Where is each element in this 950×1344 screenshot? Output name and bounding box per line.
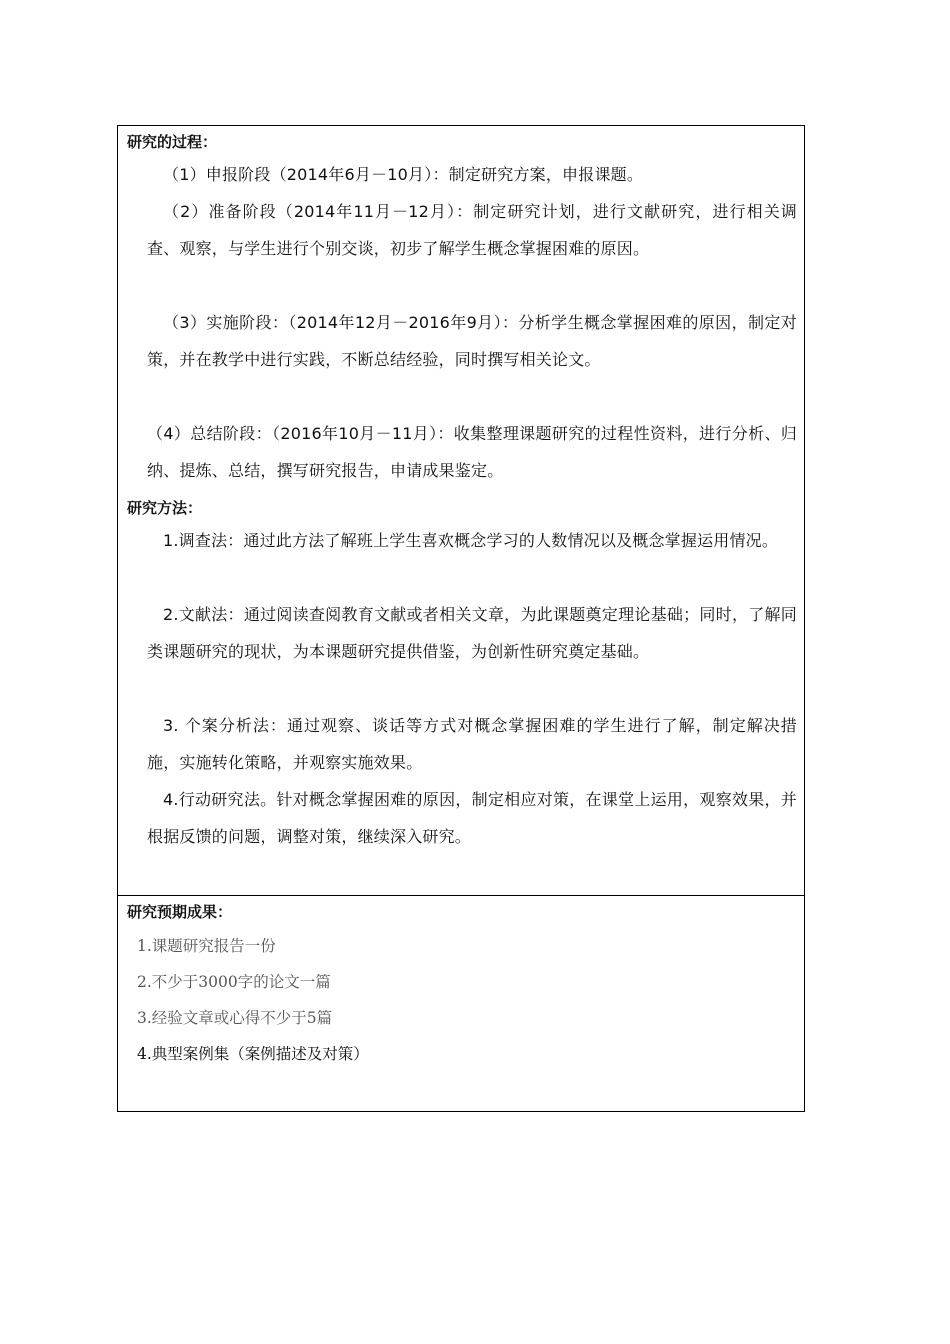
document-table	[117, 125, 805, 1112]
process-methods-cell	[118, 126, 804, 896]
process-paragraph-3: （3）实施阶段：（2014年12月－2016年9月）：分析学生概念掌握困难的原因，制定对策，并在教学中进行实践，不断总结经验，同时撰写相关论文。	[147, 313, 797, 369]
methods-paragraph-4: 4.行动研究法。针对概念掌握困难的原因，制定相应对策，在课堂上运用，观察效果，并根据反馈的问题，调整对策，继续深入研究。	[147, 790, 797, 846]
process-paragraph-4: （4）总结阶段：（2016年10月－11月）：收集整理课题研究的过程性资料，进行分析、归纳、提炼、总结，撰写研究报告，申请成果鉴定。	[147, 424, 797, 480]
process-paragraph-1: （1）申报阶段（2014年6月－10月）：制定研究方案，申报课题。	[163, 165, 644, 184]
result-item-2: 2.不少于3000字的论文一篇	[137, 973, 331, 991]
process-paragraph-2: （2）准备阶段（2014年11月－12月）：制定研究计划，进行文献研究，进行相关调查、观察，与学生进行个别交谈，初步了解学生概念掌握困难的原因。	[147, 202, 797, 258]
result-item-3: 3.经验文章或心得不少于5篇	[137, 1009, 333, 1027]
result-item-1: 1.课题研究报告一份	[137, 937, 276, 955]
methods-paragraph-3: 3. 个案分析法：通过观察、谈话等方式对概念掌握困难的学生进行了解，制定解决措施，实施转化策略，并观察实施效果。	[147, 716, 797, 772]
results-cell	[118, 896, 804, 1111]
methods-paragraph-2: 2.文献法：通过阅读查阅教育文献或者相关文章，为此课题奠定理论基础；同时，了解同类课题研究的现状，为本课题研究提供借鉴，为创新性研究奠定基础。	[147, 605, 797, 661]
results-heading: 研究预期成果：	[127, 903, 233, 921]
methods-paragraph-1: 1.调查法：通过此方法了解班上学生喜欢概念学习的人数情况以及概念掌握运用情况。	[163, 531, 779, 550]
methods-heading: 研究方法：	[127, 499, 203, 517]
process-heading: 研究的过程：	[127, 133, 218, 151]
result-item-4: 4.典型案例集（案例描述及对策）	[137, 1045, 369, 1063]
